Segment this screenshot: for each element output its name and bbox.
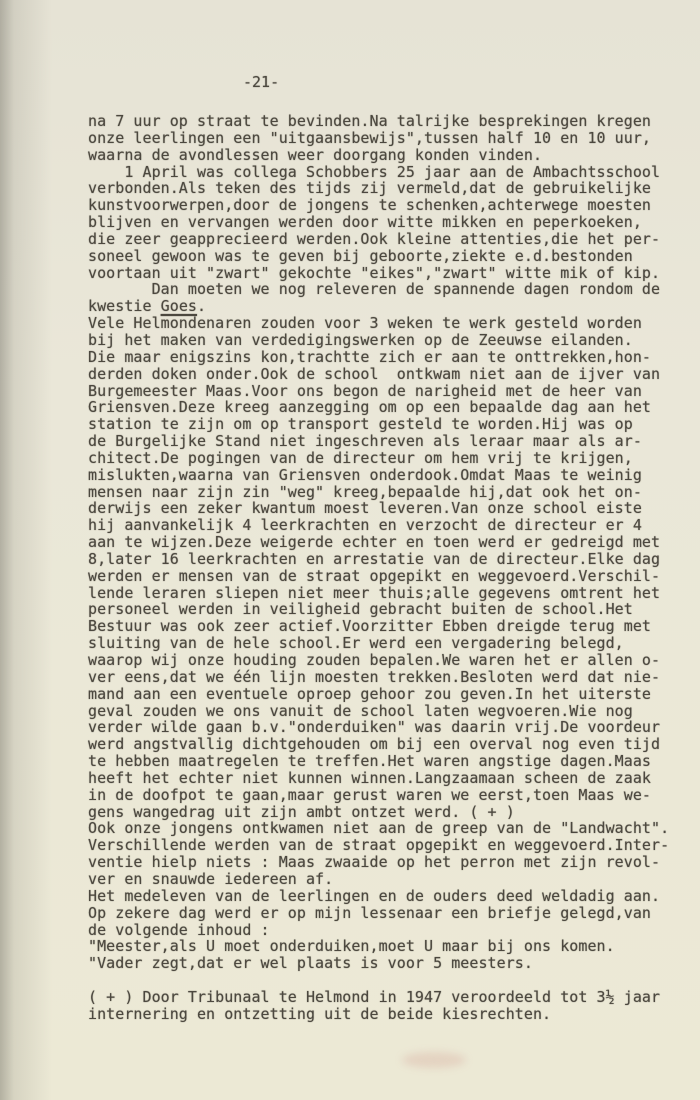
text-line: Ook onze jongens ontkwamen niet aan de greep van de "Landwacht".	[88, 819, 670, 838]
text-line: ventie hielp niets : Maas zwaaide op het perron met zijn revol-	[88, 853, 661, 872]
text-line: 8,later 16 leerkrachten en arrestatie van de directeur.Elke dag	[88, 549, 661, 568]
text-line: de volgende inhoud :	[88, 920, 270, 939]
text-line: hij aanvankelijk 4 leerkrachten en verzocht de directeur er 4	[88, 516, 642, 535]
text-line: Vele Helmondenaren zouden voor 3 weken te werk gesteld worden	[88, 314, 642, 333]
text-line: mand aan een eventuele oproep gehoor zou geven.In het uiterste	[88, 684, 652, 703]
text-line: soneel gewoon was te geven bij geboorte,ziekte e.d.bestonden	[88, 246, 633, 265]
text-line: bij het maken van verdedigingswerken op de Zeeuwse eilanden.	[88, 330, 633, 349]
text-line: verder wilde gaan b.v."onderduiken" was daarin vrij.De voordeur	[88, 718, 661, 737]
text-line: heeft het echter niet kunnen winnen.Langzaamaan scheen de zaak	[88, 768, 652, 787]
underlined-word: Goes	[160, 297, 197, 316]
text-line: kunstvoorwerpen,door de jongens te schenken,achterwege moesten	[88, 196, 652, 215]
text-line: blijven en vervangen werden door witte mikken en peperkoeken,	[88, 213, 642, 232]
document-body	[88, 113, 669, 1023]
text-line: Die maar enigszins kon,trachtte zich er aan te onttrekken,hon-	[88, 347, 652, 366]
text-line: Dan moeten we nog releveren de spannende dagen rondom de	[88, 280, 661, 299]
text-line: gens wangedrag uit zijn ambt ontzet werd. ( + )	[88, 802, 515, 821]
text-line: derden doken onder.Ook de school ontkwam niet aan de ijver van	[88, 364, 661, 383]
text-line: Griensven.Deze kreeg aanzegging om op een bepaalde dag aan het	[88, 398, 652, 417]
text-line: Verschillende werden van de straat opgepikt en weggevoerd.Inter-	[88, 836, 670, 855]
text-line: ( + ) Door Tribunaal te Helmond in 1947 veroordeeld tot 3½ jaar	[88, 987, 661, 1006]
paper-smudge	[402, 1052, 466, 1068]
text-line: internering en ontzetting uit de beide kiesrechten.	[88, 1004, 552, 1023]
text-line: ver en snauwde iedereen af.	[88, 869, 334, 888]
text-line: de Burgelijke Stand niet ingeschreven als leraar maar als ar-	[88, 432, 642, 451]
text-line: 1 April was collega Schobbers 25 jaar aan de Ambachtsschool	[88, 162, 661, 181]
text-line: Op zekere dag werd er op mijn lessenaar een briefje gelegd,van	[88, 903, 652, 922]
text-line: station te zijn om op transport gesteld te worden.Hij was op	[88, 415, 633, 434]
text-line: kwestie Goes.	[88, 297, 207, 316]
text-line: mislukten,waarna van Griensven onderdook.Omdat Maas te weinig	[88, 465, 642, 484]
text-line: Burgemeester Maas.Voor ons begon de narigheid met de heer van	[88, 381, 642, 400]
text-line: "Vader zegt,dat er wel plaats is voor 5 meesters.	[88, 954, 533, 973]
text-line: aan te wijzen.Deze weigerde echter en toen werd er gedreigd met	[88, 533, 661, 552]
text-line: sluiting van de hele school.Er werd een vergadering belegd,	[88, 634, 624, 653]
text-line: te hebben maatregelen te treffen.Het waren angstige dagen.Maas	[88, 752, 652, 771]
text-line: Bestuur was ook zeer actief.Voorzitter Ebben dreigde terug met	[88, 617, 652, 636]
text-line: chitect.De pogingen van de directeur om hem vrij te krijgen,	[88, 448, 633, 467]
text-line: geval zouden we ons vanuit de school laten wegvoeren.Wie nog	[88, 701, 633, 720]
page-number: -21-	[243, 73, 280, 91]
text-line: derwijs een zeker kwantum moest leveren.Van onze school eiste	[88, 499, 642, 518]
text-line: werden er mensen van de straat opgepikt en weggevoerd.Verschil-	[88, 566, 661, 585]
text-line: mensen naar zijn zin "weg" kreeg,bepaalde hij,dat ook het on-	[88, 482, 642, 501]
text-line: lende leraren sliepen niet meer thuis;alle gegevens omtrent het	[88, 583, 661, 602]
text-line: "Meester,als U moet onderduiken,moet U maar bij ons komen.	[88, 937, 615, 956]
text-line: in de doofpot te gaan,maar gerust waren we eerst,toen Maas we-	[88, 785, 652, 804]
text-line: na 7 uur op straat te bevinden.Na talrijke besprekingen kregen	[88, 112, 652, 130]
text-line: waarop wij onze houding zouden bepalen.We waren het er allen o-	[88, 651, 661, 669]
text-line: Het medeleven van de leerlingen en de ouders deed weldadig aan.	[88, 886, 661, 905]
text-line: verbonden.Als teken des tijds zij vermeld,dat de gebruikelijke	[88, 179, 652, 198]
text-line: die zeer geapprecieerd werden.Ook kleine attenties,die het per-	[88, 229, 661, 248]
text-line: ver eens,dat we één lijn moesten trekken.Besloten werd dat nie-	[88, 667, 661, 686]
text-line: voortaan uit "zwart" gekochte "eikes","zwart" witte mik of kip.	[88, 263, 661, 282]
text-line: personeel werden in veiligheid gebracht buiten de school.Het	[88, 600, 633, 619]
text-line	[88, 972, 669, 989]
text-line: werd angstvallig dichtgehouden om bij een overval nog even tijd	[88, 735, 661, 754]
text-line: onze leerlingen een "uitgaansbewijs",tussen half 10 en 10 uur,	[88, 128, 652, 147]
text-line: waarna de avondlessen weer doorgang konden vinden.	[88, 145, 543, 164]
